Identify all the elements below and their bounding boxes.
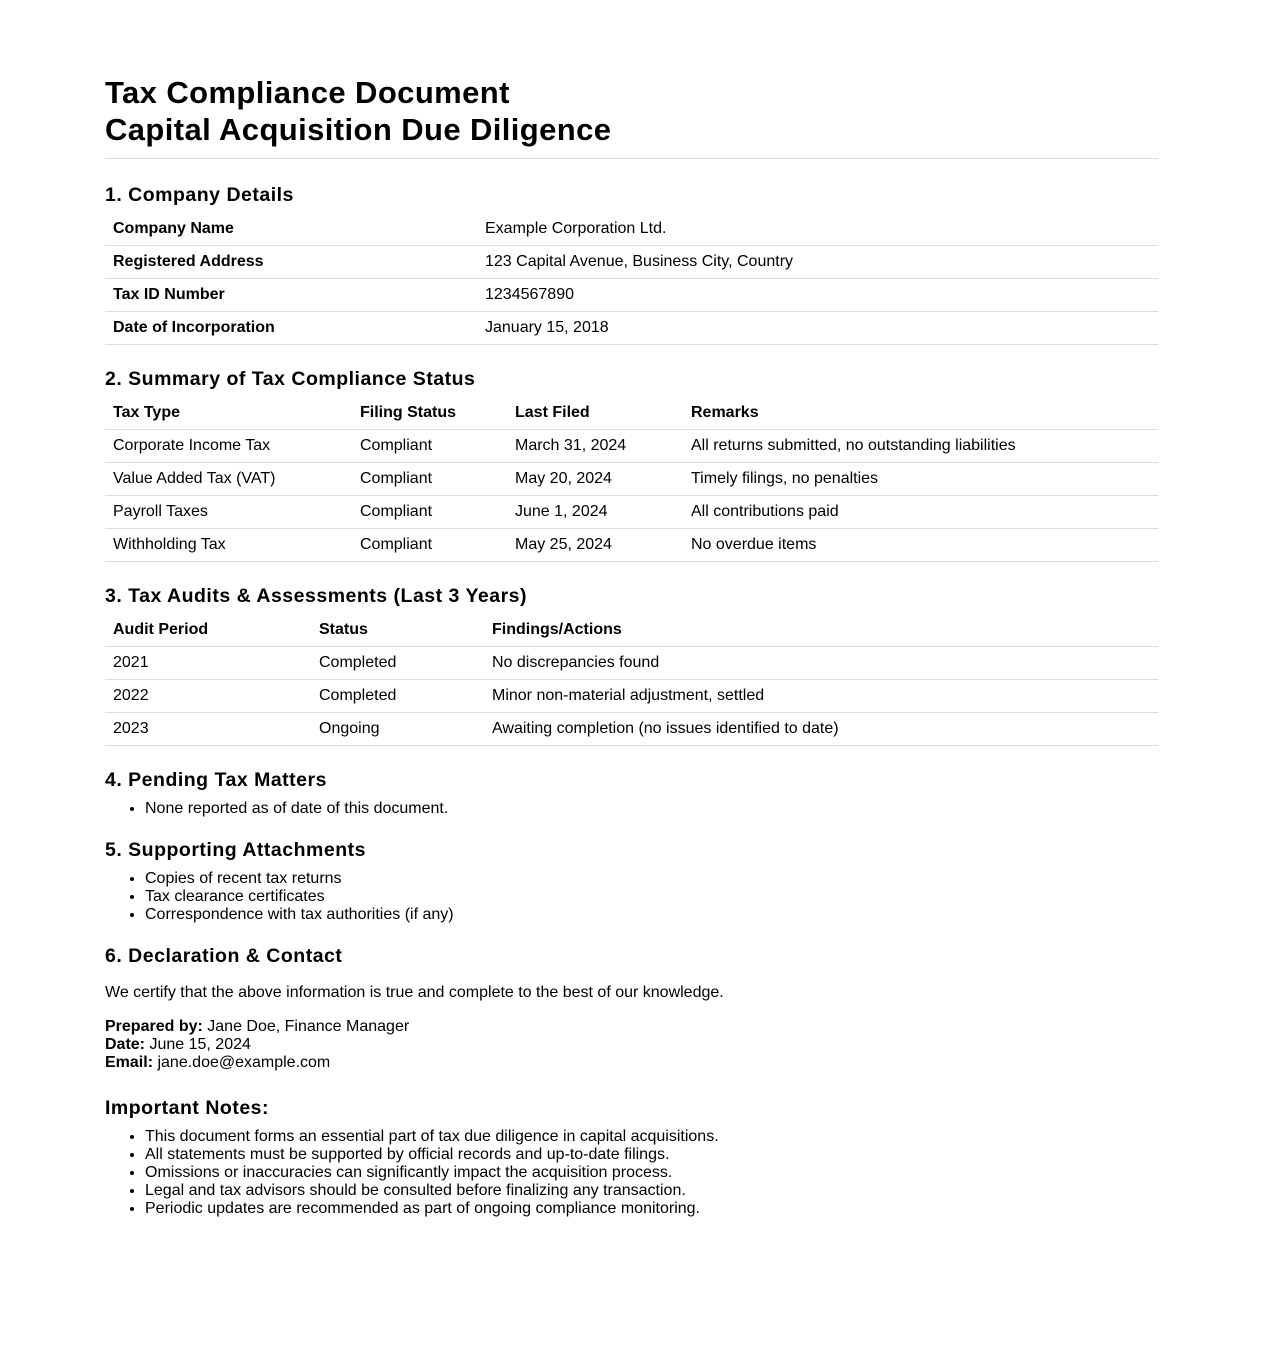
company-name-value: Example Corporation Ltd. — [477, 213, 1158, 246]
table-cell: No overdue items — [683, 529, 1158, 562]
pending-matters-list — [105, 800, 1158, 818]
table-cell: Timely filings, no penalties — [683, 463, 1158, 496]
table-cell: Compliant — [352, 430, 507, 463]
table-cell: June 1, 2024 — [507, 496, 683, 529]
table-cell: May 25, 2024 — [507, 529, 683, 562]
table-cell: May 20, 2024 — [507, 463, 683, 496]
table-cell: All returns submitted, no outstanding liabilities — [683, 430, 1158, 463]
important-notes-heading: Important Notes: — [105, 1097, 269, 1119]
incorporation-date-label: Date of Incorporation — [105, 312, 477, 345]
table-cell: Compliant — [352, 496, 507, 529]
company-name-label: Company Name — [105, 213, 477, 246]
compliance-status-heading: 2. Summary of Tax Compliance Status — [105, 368, 476, 390]
table-cell: Payroll Taxes — [105, 496, 352, 529]
table-row — [105, 246, 1158, 279]
table-row — [105, 713, 1158, 746]
list-item: • Tax clearance certificates — [145, 888, 1158, 906]
date-value: June 15, 2024 — [149, 1036, 251, 1053]
table-cell: Awaiting completion (no issues identified to date) — [484, 713, 1158, 746]
registered-address-label: Registered Address — [105, 246, 477, 279]
table-row — [105, 312, 1158, 345]
table-row — [105, 496, 1158, 529]
document-page — [105, 0, 1158, 1218]
contact-block — [105, 1018, 1158, 1072]
list-item: • Legal and tax advisors should be consulted before finalizing any transaction. — [145, 1182, 1158, 1200]
registered-address-value: 123 Capital Avenue, Business City, Country — [477, 246, 1158, 279]
table-cell: Ongoing — [311, 713, 484, 746]
pending-matters-heading: 4. Pending Tax Matters — [105, 769, 327, 791]
list-item: • This document forms an essential part of tax due diligence in capital acquisitions. — [145, 1128, 1158, 1146]
incorporation-date-value: January 15, 2018 — [477, 312, 1158, 345]
list-item: • Correspondence with tax authorities (if any) — [145, 906, 1158, 924]
tax-id-label: Tax ID Number — [105, 279, 477, 312]
table-cell: 2021 — [105, 647, 311, 680]
table-row — [105, 213, 1158, 246]
list-item: • Periodic updates are recommended as part of ongoing compliance monitoring. — [145, 1200, 1158, 1218]
table-header-row — [105, 614, 1158, 647]
company-details-table — [105, 213, 1158, 345]
column-header: Filing Status — [352, 397, 507, 430]
tax-id-value: 1234567890 — [477, 279, 1158, 312]
table-header-row — [105, 397, 1158, 430]
email-value: jane.doe@example.com — [157, 1054, 331, 1071]
table-row — [105, 647, 1158, 680]
prepared-by-value: Jane Doe, Finance Manager — [207, 1018, 410, 1035]
table-row — [105, 529, 1158, 562]
list-item: • All statements must be supported by official records and up-to-date filings. — [145, 1146, 1158, 1164]
document-title-line2: Capital Acquisition Due Diligence — [105, 112, 612, 147]
email-label: Email: — [105, 1054, 154, 1071]
audits-heading: 3. Tax Audits & Assessments (Last 3 Years) — [105, 585, 528, 607]
table-cell: 2022 — [105, 680, 311, 713]
table-cell: Compliant — [352, 529, 507, 562]
column-header: Remarks — [683, 397, 1158, 430]
declaration-text: We certify that the above information is true and complete to the best of our knowledge. — [105, 984, 724, 1001]
list-item: • Copies of recent tax returns — [145, 870, 1158, 888]
column-header: Status — [311, 614, 484, 647]
table-cell: Minor non-material adjustment, settled — [484, 680, 1158, 713]
table-cell: Corporate Income Tax — [105, 430, 352, 463]
important-notes-list — [105, 1128, 1158, 1218]
date-line — [105, 1036, 1158, 1054]
table-row — [105, 430, 1158, 463]
table-cell: All contributions paid — [683, 496, 1158, 529]
column-header: Audit Period — [105, 614, 311, 647]
column-header: Last Filed — [507, 397, 683, 430]
table-cell: No discrepancies found — [484, 647, 1158, 680]
list-item: • Omissions or inaccuracies can significantly impact the acquisition process. — [145, 1164, 1158, 1182]
date-label: Date: — [105, 1036, 146, 1053]
column-header: Tax Type — [105, 397, 352, 430]
prepared-by-line — [105, 1018, 1158, 1036]
table-row — [105, 680, 1158, 713]
company-details-heading: 1. Company Details — [105, 184, 294, 206]
table-row — [105, 279, 1158, 312]
list-item: • None reported as of date of this document. — [145, 800, 1158, 818]
attachments-list — [105, 870, 1158, 924]
table-row — [105, 463, 1158, 496]
document-title-line1: Tax Compliance Document — [105, 75, 510, 110]
email-line — [105, 1054, 1158, 1072]
table-cell: Completed — [311, 680, 484, 713]
attachments-heading: 5. Supporting Attachments — [105, 839, 366, 861]
audits-table — [105, 614, 1158, 746]
table-cell: Value Added Tax (VAT) — [105, 463, 352, 496]
table-cell: Completed — [311, 647, 484, 680]
compliance-status-table — [105, 397, 1158, 562]
table-cell: Withholding Tax — [105, 529, 352, 562]
table-cell: Compliant — [352, 463, 507, 496]
document-title — [105, 74, 1158, 159]
column-header: Findings/Actions — [484, 614, 1158, 647]
table-cell: 2023 — [105, 713, 311, 746]
declaration-heading: 6. Declaration & Contact — [105, 945, 343, 967]
table-cell: March 31, 2024 — [507, 430, 683, 463]
prepared-by-label: Prepared by: — [105, 1018, 203, 1035]
